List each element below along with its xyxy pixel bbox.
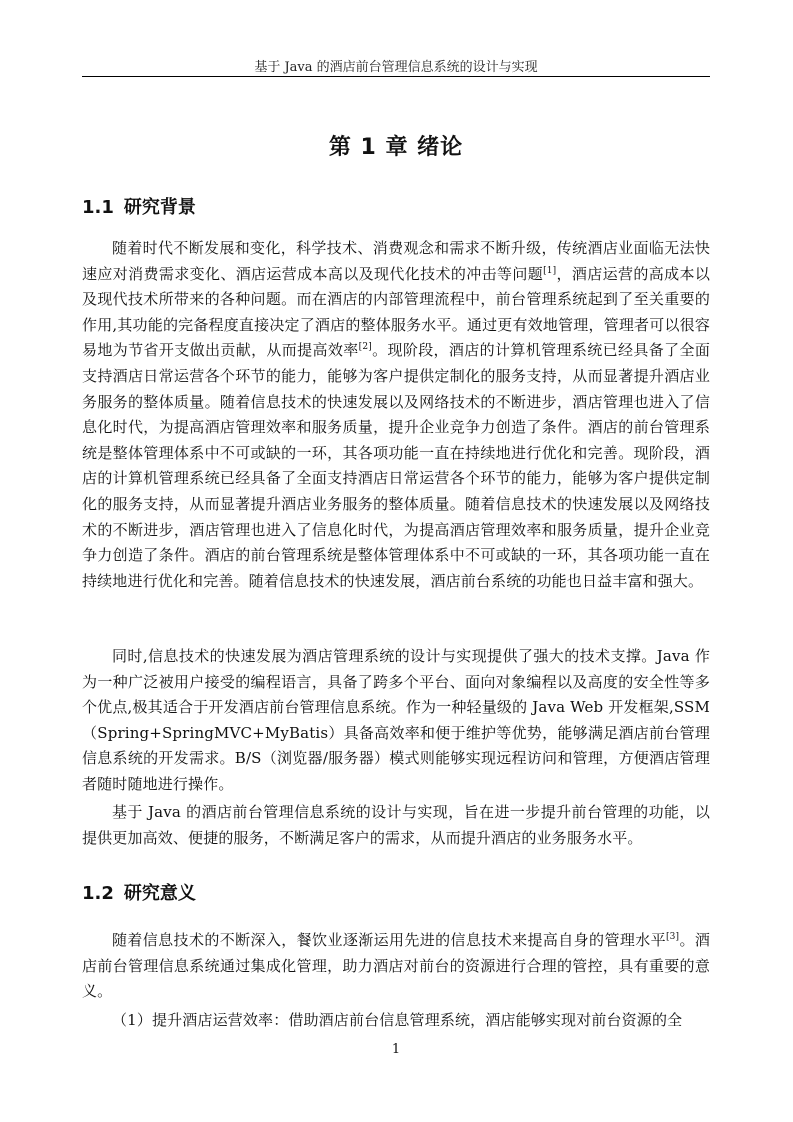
running-header: 基于 Java 的酒店前台管理信息系统的设计与实现 — [254, 60, 538, 75]
paragraph-text: 。酒店前台管理信息系统通过集成化管理，助力酒店对前台的资源进行合理的管控，具有重要的意义。 — [82, 931, 710, 1001]
section-title: 研究背景 — [123, 197, 196, 218]
paragraph-significance-1 — [82, 928, 710, 1005]
paragraph-significance-2: （1）提升酒店运营效率：借助酒店前台信息管理系统，酒店能够实现对前台资源的全 — [112, 1011, 683, 1029]
paragraph-text: ，酒店运营的高成本以及现代技术所带来的各种问题。而在酒店的内部管理流程中，前台管理系统起到了至关重要的作用,其功能的完备程度直接决定了酒店的整体服务水平。通过更有效地管理，管理者可以很容易地为节省开支做出贡献，从而提高效率 — [82, 264, 710, 360]
section-heading-1-1 — [82, 193, 710, 219]
section-number: 1.2 — [82, 883, 114, 904]
section-heading-1-2 — [82, 879, 710, 905]
paragraph-text: 随着时代不断发展和变化，科学技术、消费观念和需求不断升级，传统酒店业面临无法快速应对消费需求变化、酒店运营成本高以及现代化技术的冲击等问题 — [82, 239, 710, 283]
citation-2: [2] — [358, 342, 372, 353]
paragraph-text: 随着信息技术的不断深入，餐饮业逐渐运用先进的信息技术来提高自身的管理水平 — [112, 931, 667, 949]
paragraph-background-1 — [82, 236, 710, 594]
header-rule — [82, 76, 710, 77]
paragraph-background-3: 基于 Java 的酒店前台管理信息系统的设计与实现，旨在进一步提升前台管理的功能，以提供更加高效、便捷的服务，不断满足客户的需求，从而提升酒店的业务服务水平。 — [82, 803, 710, 847]
chapter-title: 第 1 章 绪论 — [328, 135, 464, 160]
paragraph-text: 。现阶段，酒店的计算机管理系统已经具备了全面支持酒店日常运营各个环节的能力，能够为客户提供定制化的服务支持，从而显著提升酒店业务服务的整体质量。随着信息技术的快速发展以及网络技术的不断进步，酒店管理也进入了信息化时代，为提高酒店管理效率和服务质量，提升企业竞争力创造了条件。酒店的前台管理系统是整体管理体系中不可或缺的一环，其各项功能一直在持续地进行优化和完善。现阶段，酒店的计算机管理系统已经具备了全面支持酒店日常运营各个环节的能力，能够为客户提供定制化的服务支持，从而显著提升酒店业务服务的整体质量。随着信息技术的快速发展以及网络技术的不断进步，酒店管理也进入了信息化时代，为提高酒店管理效率和服务质量，提升企业竞争力创造了条件。酒店的前台管理系统是整体管理体系中不可或缺的一环，其各项功能一直在持续地进行优化和完善。随着信息技术的快速发展，酒店前台系统的功能也日益丰富和强大。 — [82, 341, 710, 590]
citation-3: [3] — [666, 932, 680, 942]
page-number: 1 — [391, 1042, 401, 1057]
paragraph-background-2: 同时,信息技术的快速发展为酒店管理系统的设计与实现提供了强大的技术支撑。Java 作为一种广泛被用户接受的编程语言，具备了跨多个平台、面向对象编程以及高度的安全性等多个优点,极其适合于开发酒店前台管理信息系统。作为一种轻量级的 Java Web 开发框架,SSM（Spring+SpringMVC+MyBatis）具备高效率和便于维护等优势，能够满足酒店前台管理信息系统的开发需求。B/S（浏览器/服务器）模式则能够实现远程访问和管理，方便酒店管理者随时随地进行操作。 — [82, 647, 710, 793]
section-title: 研究意义 — [123, 883, 196, 904]
section-number: 1.1 — [82, 197, 114, 218]
citation-1: [1] — [543, 265, 557, 276]
